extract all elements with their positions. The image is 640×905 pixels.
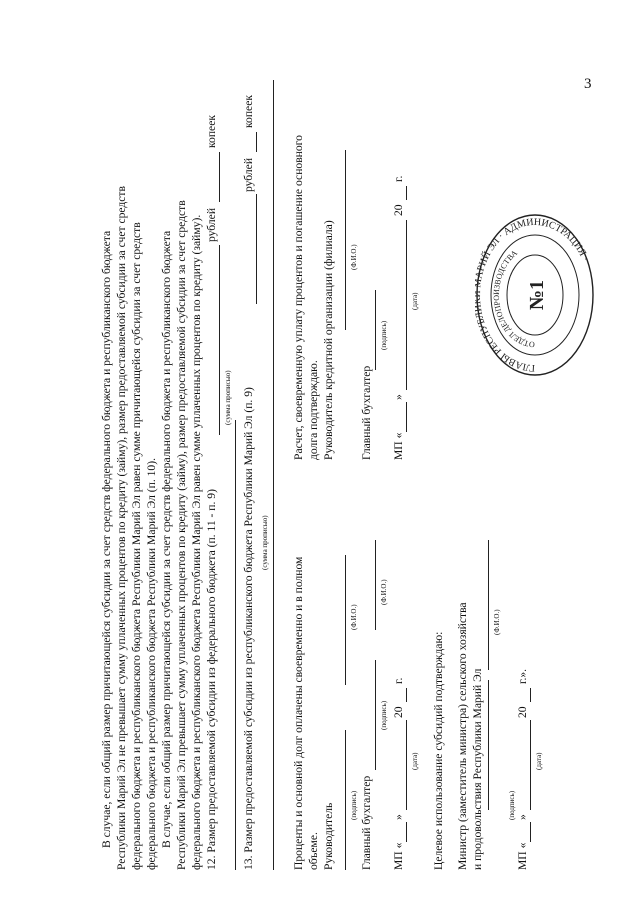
para-b-line: федерального бюджета и республиканского бюджета Республики Марий Эл равен сумме уплаченных процентов по кредиту (займу).: [190, 214, 203, 870]
para-a-line: федерального бюджета и республиканского бюджета Республики Марий Эл (п. 10).: [145, 458, 158, 870]
hint-sum: (сумма прописью): [224, 370, 232, 425]
month-line: [406, 720, 407, 810]
para-a-line: В случае, если общий размер причитающейся субсидии за счет средств федерального бюджета и республиканского бюджета: [100, 230, 113, 848]
right-block-line: Расчет, своевременную уплату процентов и погашение основного: [292, 135, 305, 460]
para-b-line: В случае, если общий размер причитающейся субсидии за счет средств федерального бюджета и республиканского бюджета: [160, 230, 173, 848]
stamp-inner-text: ОТДЕЛ ДЕЛОПРОИЗВОДСТВА: [491, 248, 536, 350]
hint-fio: (Ф.И.О.): [350, 604, 358, 630]
hint-signature: (подпись): [508, 790, 516, 820]
year-suffix-bottom: г.».: [516, 668, 529, 684]
accountant-signature-line: [375, 660, 376, 770]
para-a-line: федерального бюджета и республиканского бюджета Республики Марий Эл равен сумме причитающейся субсидии за счет средств: [130, 222, 143, 870]
right-accountant-label: Главный бухгалтер: [360, 365, 373, 460]
bottom-mp-label: МП «: [516, 842, 529, 870]
right-block-line: долга подтверждаю.: [307, 360, 320, 460]
head-signature-line: [345, 730, 346, 870]
hint-signature: (подпись): [380, 320, 388, 350]
year-prefix: 20: [516, 706, 529, 718]
day-line: [406, 402, 407, 432]
bank-head-fio-line: [345, 150, 346, 330]
hint-fio: (Ф.И.О.): [493, 609, 501, 635]
hint-signature: (подпись): [380, 700, 388, 730]
hint-fio: (Ф.И.О.): [380, 579, 388, 605]
right-mp-label: МП «: [392, 432, 405, 460]
hint-date: (дата): [411, 752, 419, 770]
item-13-label: 13. Размер предоставляемой субсидии из республиканского бюджета Республики Марий Эл (п. 9): [242, 387, 255, 870]
right-block-line: Руководитель кредитной организации (филиала): [322, 220, 335, 460]
hint-date: (дата): [535, 752, 543, 770]
hint-date: (дата): [411, 292, 419, 310]
para-b-line: Республики Марий Эл превышает сумму уплаченных процентов по кредиту (займу), размер предоставляемой субсидии за счет средств: [175, 200, 188, 870]
hint-fio: (Ф.И.О.): [350, 244, 358, 270]
official-stamp: [475, 210, 599, 380]
item-13-top-line: [235, 420, 236, 870]
item-12-kop: копеек: [205, 115, 218, 148]
hint-signature: (подпись): [350, 790, 358, 820]
page-number: 3: [584, 76, 592, 92]
left-block-line: объеме.: [307, 832, 320, 870]
left-mp-label: МП «: [392, 842, 405, 870]
item-13-rub: рублей: [242, 157, 255, 192]
day-line: [530, 822, 531, 842]
left-block-line: Проценты и основной долг оплачены своевременно и в полном: [292, 556, 305, 870]
minister-line: Министр (заместитель министра) сельского хозяйства: [456, 602, 469, 870]
year-suffix: г.: [392, 677, 405, 684]
left-block-head: Руководитель: [322, 802, 335, 870]
bank-signature-line: [375, 290, 376, 370]
rotated-document-sheet: В случае, если общий размер причитающейся субсидии за счет средств федерального бюджета и республиканского бюджета Республики Марий Эл не превышает сумму уплаченных процентов по кредиту (займу), размер предоставляемой субсидии за счет средств федерального бюджета и республиканского бюджета Республики Марий Эл равен сумме причитающейся субсидии за счет средств федерального бюджета и республиканского бюджета Республики Марий Эл (п. 10). В случае, если общий размер причитающейся субсидии за счет средств федерального бюджета и республиканского бюджета Республики Марий Эл превышает сумму уплаченных процентов по кредиту (займу), размер предоставляемой субсидии за счет средств федерального бюджета и республиканского бюджета Республики Марий Эл равен сумме уплаченных процентов по кредиту (займу). 12. Размер предоставляемой субсидии из федерального бюджета (п. 11 - п. 9) рублей копеек (сумма прописью) 13. Размер предоставляемой субсидии из республиканского бюджета Республики Марий Эл (п. 9) рублей копеек (сумма прописью) Проценты и основной долг оплачены своевременно и в полном объеме. Руководитель (подпись) (Ф.И.О.) Главный бухгалтер (подпись) (Ф.И.О.) МП « » 20 г. (дата) Расчет, своевременную уплату процентов и погашение основного долга подтверждаю. Руководитель кредитной организации (филиала) (Ф.И.О.) Главный бухгалтер (подпись) МП « » 20 г. (дата) Целевое использование субсидий подтверждаю: Министр (заместитель министра) сельского хозяйства и продовольствия Республики Марий Эл (Ф.И.О.) (подпись) МП « » 20 г.». (дата) ГЛАВЫ РЕСПУБ РИЙ ЭЛ · АДМИНИСТРАЦИЯ · ОТДЕЛ ДЕЛОПРОИЗВОДСТВА №1: [95, 80, 615, 870]
item-12-label: 12. Размер предоставляемой субсидии из федерального бюджета (п. 11 - п. 9): [205, 489, 218, 870]
year-line: [406, 688, 407, 702]
stamp-center-text: №1: [526, 279, 548, 311]
minister-fio-line: [488, 540, 489, 670]
stamp-seal: [475, 210, 595, 380]
separator-line: [273, 80, 274, 870]
item-13-sum-line: [256, 194, 257, 304]
item-12-sum-line: [219, 245, 220, 435]
item-13-kop: копеек: [242, 95, 255, 128]
month-line: [530, 720, 531, 810]
stamp-outer-text: ГЛАВЫ РЕСПУБ РИЙ ЭЛ · АДМИНИСТРАЦИЯ ·: [475, 216, 591, 374]
day-line: [406, 822, 407, 842]
head-fio-line: [345, 555, 346, 685]
year-line: [406, 186, 407, 200]
accountant-fio-line: [375, 540, 376, 630]
year-suffix: г.: [392, 175, 405, 182]
left-accountant-label: Главный бухгалтер: [360, 775, 373, 870]
item-12-kop-line: [219, 152, 220, 202]
year-prefix: 20: [392, 204, 405, 216]
item-12-rub: рублей: [205, 207, 218, 242]
year-line: [530, 688, 531, 702]
para-a-line: Республики Марий Эл не превышает сумму уплаченных процентов по кредиту (займу), размер предоставляемой субсидии за счет средств: [115, 186, 128, 870]
minister-signature-line: [488, 680, 489, 810]
hint-sum: (сумма прописью): [261, 515, 269, 570]
month-line: [406, 220, 407, 390]
item-13-kop-line: [256, 132, 257, 152]
minister-line: и продовольствия Республики Марий Эл: [471, 668, 484, 870]
year-prefix: 20: [392, 706, 405, 718]
confirm-label: Целевое использование субсидий подтверждаю:: [432, 631, 445, 870]
